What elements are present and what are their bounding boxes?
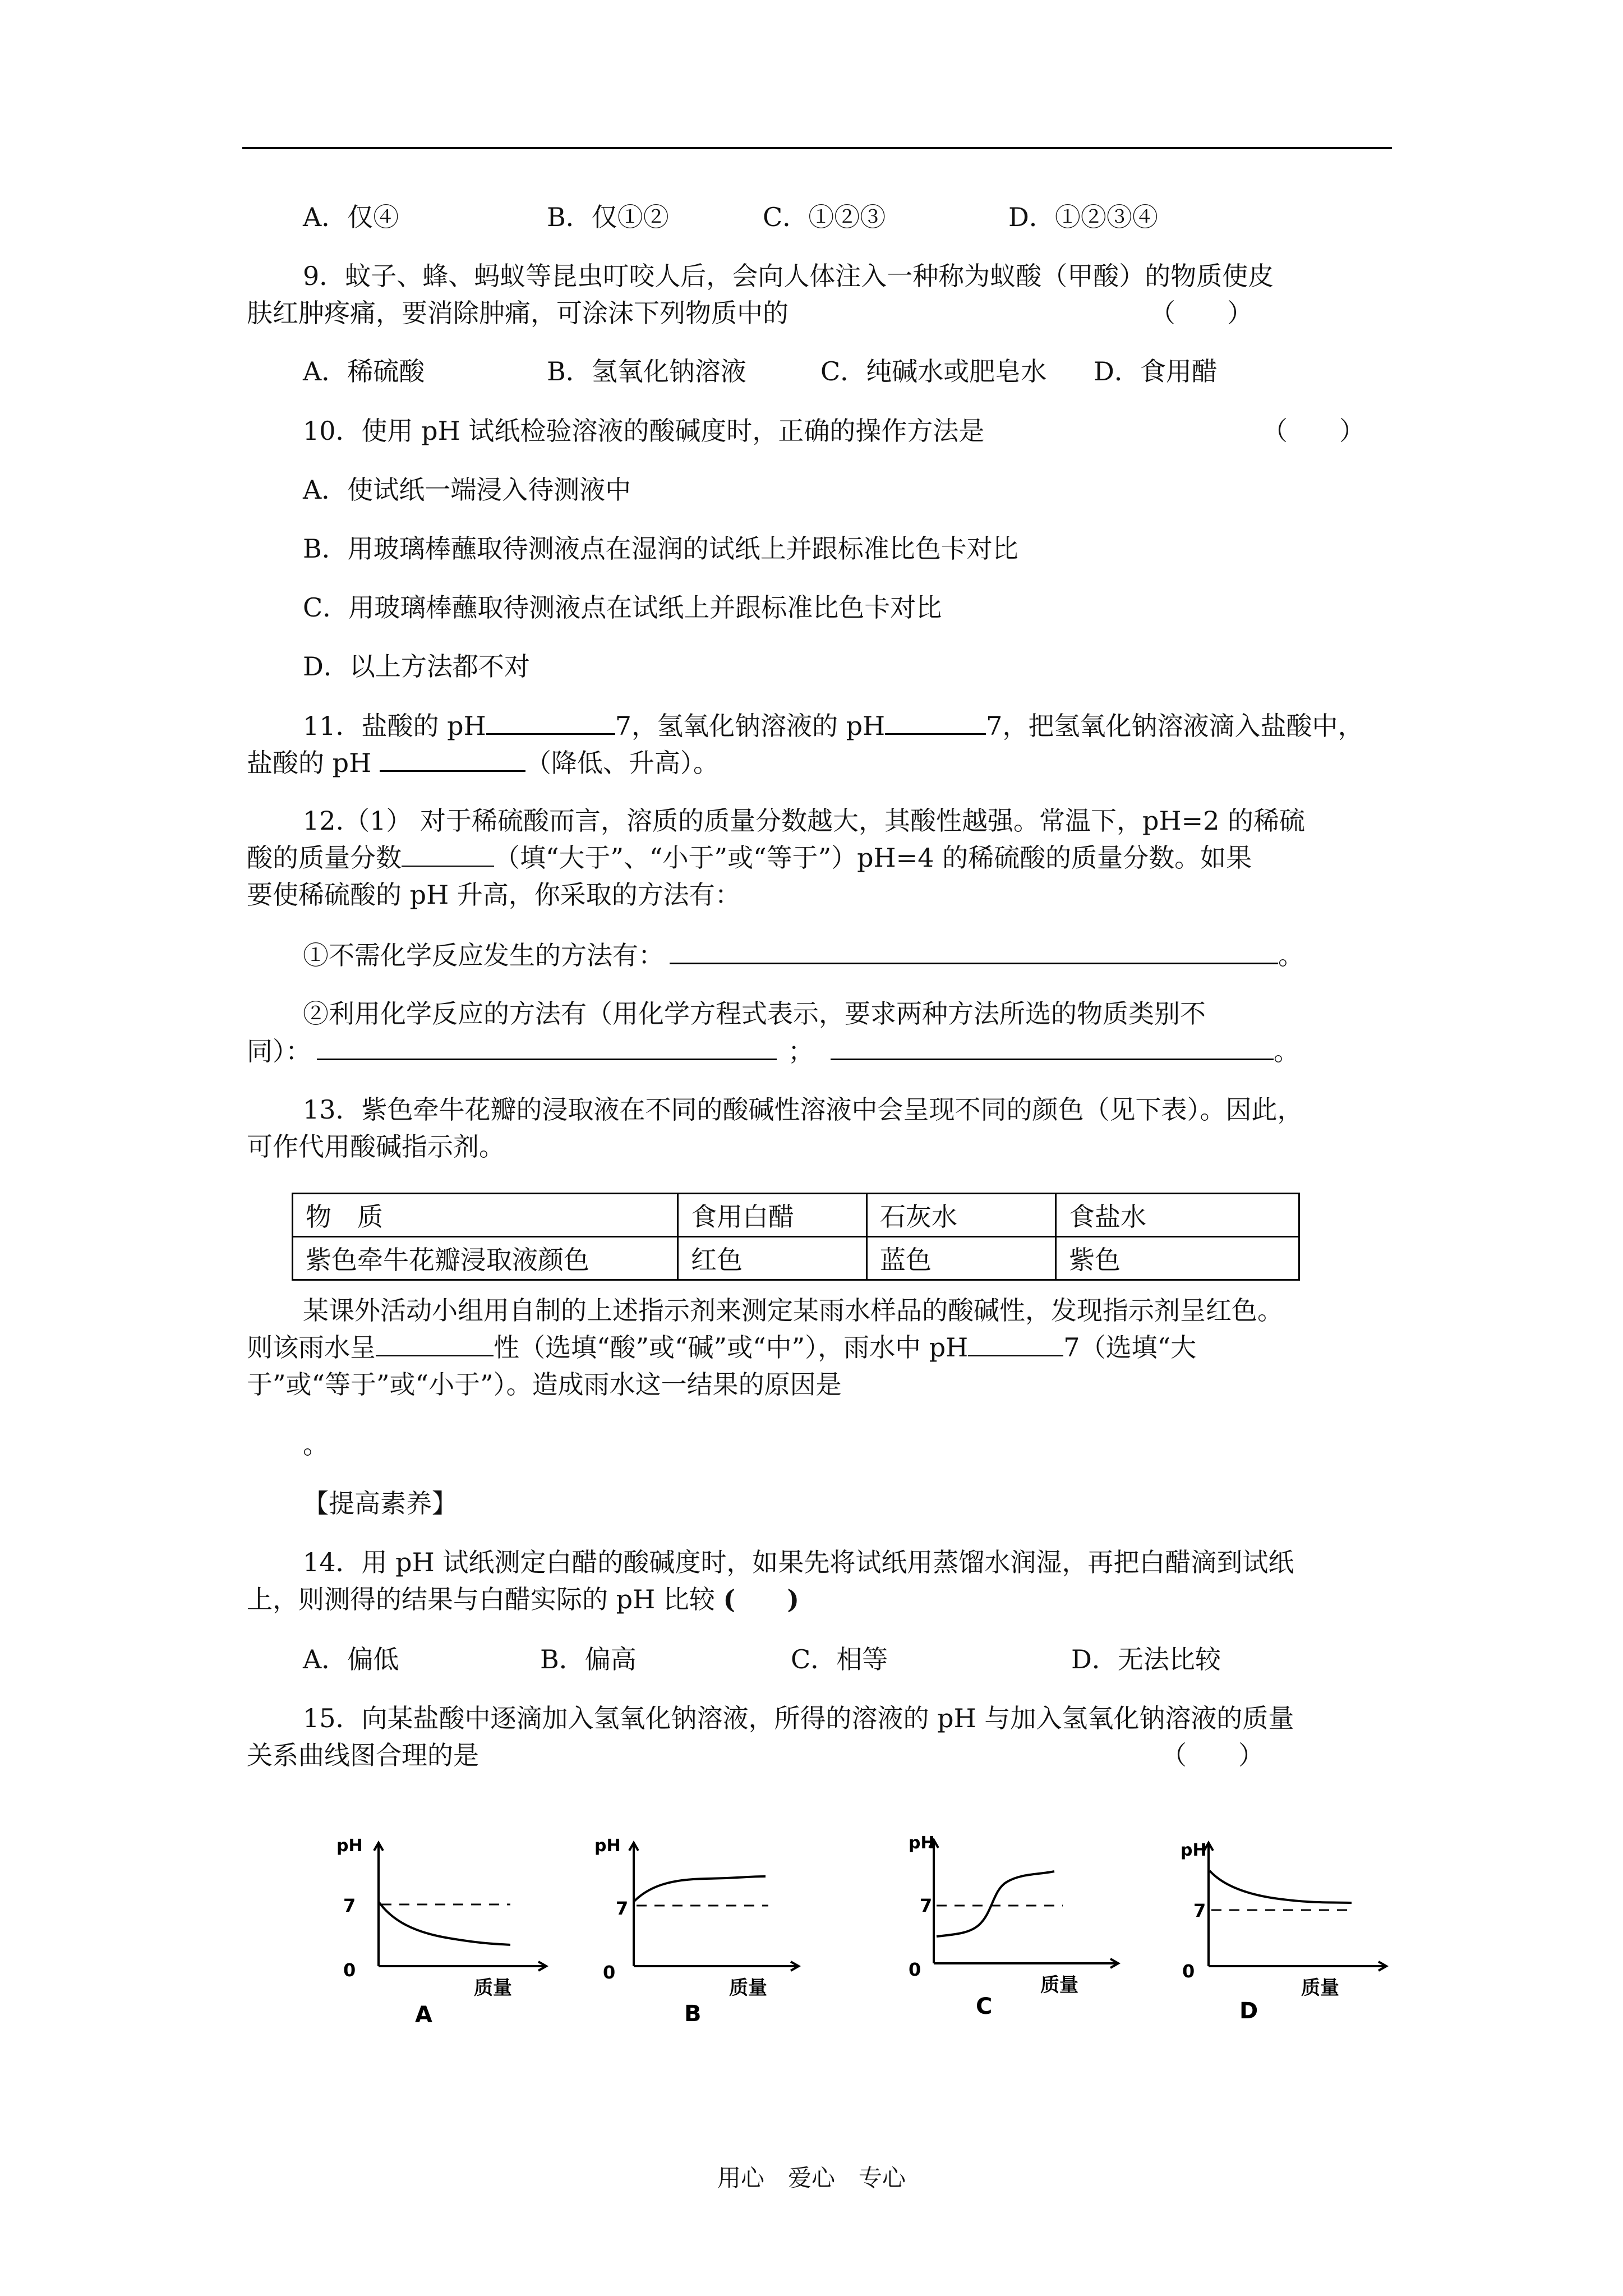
graph-b[interactable] <box>578 1832 813 2028</box>
q11-text-d: 盐酸的 pH <box>247 748 372 778</box>
q10-stem: 10．使用 pH 试纸检验溶液的酸碱度时，正确的操作方法是 <box>303 416 985 446</box>
q10-option-d: D．以上方法都不对 <box>303 651 530 682</box>
q12-text-2b: （填“大于”、“小于”或“等于”）pH=4 的稀硫酸的质量分数。如果 <box>494 843 1252 873</box>
q11-blank-3[interactable] <box>380 746 525 772</box>
q9-answer-paren: （ ） <box>1150 298 1253 328</box>
q12-line2 <box>247 841 1252 875</box>
indicator-color-table <box>292 1193 1300 1281</box>
q11-blank-1[interactable] <box>486 708 615 735</box>
table-cell: 物 质 <box>293 1194 678 1237</box>
graph-b-curve <box>634 1876 766 1902</box>
q11-line1 <box>303 708 1363 743</box>
graph-d-seven: 7 <box>1193 1900 1206 1921</box>
section-heading: 【提高素养】 <box>303 1488 458 1519</box>
q14-option-d: D．无法比较 <box>1071 1644 1221 1674</box>
q12-line5: ②利用化学反应的方法有（用化学方程式表示，要求两种方法所选的物质类别不 <box>303 999 1206 1029</box>
table-cell: 食盐水 <box>1056 1194 1299 1237</box>
table-cell: 石灰水 <box>867 1194 1056 1237</box>
q8-option-d: D．①②③④ <box>1008 202 1158 232</box>
q8-option-b: B．仅①② <box>547 202 669 232</box>
q10-answer-paren: （ ） <box>1262 416 1365 446</box>
q9-stem-line1: 9．蚊子、蜂、蚂蚁等昆虫叮咬人后，会向人体注入一种称为蚁酸（甲酸）的物质使皮 <box>303 261 1274 291</box>
q14-option-a: A．偏低 <box>303 1644 399 1674</box>
graph-a-seven: 7 <box>343 1895 356 1916</box>
q14-line2 <box>247 1582 799 1616</box>
q15-line1: 15．向某盐酸中逐滴加入氢氧化钠溶液，所得的溶液的 pH 与加入氢氧化钠溶液的质量 <box>303 1703 1294 1733</box>
q9-option-c: C．纯碱水或肥皂水 <box>820 356 1047 386</box>
table-row <box>293 1194 1299 1237</box>
graph-a-x-label: 质量 <box>474 1977 512 1999</box>
graph-a-y-label: pH <box>336 1836 363 1856</box>
q12-text-4: ①不需化学反应发生的方法有： <box>303 940 664 970</box>
q15-answer-paren: （ ） <box>1161 1740 1264 1770</box>
table-cell: 蓝色 <box>867 1237 1056 1280</box>
graph-c-origin: 0 <box>909 1959 921 1980</box>
q12-text-6: 同）： <box>247 1036 311 1066</box>
graph-d[interactable] <box>1166 1832 1402 2028</box>
table-row <box>293 1237 1299 1280</box>
q12-line6 <box>247 1034 1299 1068</box>
graph-d-x-label: 质量 <box>1301 1977 1339 1999</box>
q13-text-2b: 性（选填“酸”或“碱”或“中”），雨水中 pH <box>494 1332 969 1363</box>
q9-option-b: B．氢氧化钠溶液 <box>547 356 746 386</box>
graph-a-origin: 0 <box>343 1959 356 1981</box>
q14-option-b: B．偏高 <box>540 1644 637 1674</box>
q9-option-d: D．食用醋 <box>1094 356 1218 386</box>
graph-b-seven: 7 <box>616 1898 629 1919</box>
q15-line2: 关系曲线图合理的是 <box>247 1740 479 1770</box>
table-cell: 红色 <box>678 1237 867 1280</box>
table-cell: 紫色 <box>1056 1237 1299 1280</box>
header-rule <box>242 147 1392 149</box>
q11-blank-2[interactable] <box>885 708 986 735</box>
q11-line2 <box>247 746 719 780</box>
q8-option-a: A．仅④ <box>303 202 399 232</box>
graph-c-y-label: pH <box>909 1833 935 1853</box>
q14-answer-paren: ( ) <box>723 1584 799 1614</box>
graph-a[interactable] <box>325 1832 566 2028</box>
table-cell: 食用白醋 <box>678 1194 867 1237</box>
q10-option-a: A．使试纸一端浸入待测液中 <box>303 475 631 505</box>
graph-d-origin: 0 <box>1182 1961 1195 1982</box>
q13-blank-1[interactable] <box>376 1331 494 1356</box>
q12-line3: 要使稀硫酸的 pH 升高，你采取的方法有： <box>247 880 741 910</box>
graph-d-letter: D <box>1239 1998 1258 2024</box>
q13-line2: 可作代用酸碱指示剂。 <box>247 1131 505 1162</box>
q13-text-2c: 7（选填“大 <box>1063 1332 1197 1363</box>
q10-option-c: C．用玻璃棒蘸取待测液点在试纸上并跟标准比色卡对比 <box>303 592 942 623</box>
q9-stem-line2: 肤红肿疼痛，要消除肿痛，可涂沫下列物质中的 <box>247 298 789 328</box>
q12-line4 <box>303 938 1304 972</box>
q13-text-2a: 则该雨水呈 <box>247 1332 376 1363</box>
table-cell: 紫色牵牛花瓣浸取液颜色 <box>293 1237 678 1280</box>
q12-blank-1[interactable] <box>402 841 494 867</box>
q12-blank-3[interactable] <box>317 1034 777 1060</box>
graph-d-y-label: pH <box>1181 1841 1207 1860</box>
q12-end-2: 。 <box>1274 1036 1299 1066</box>
page-footer: 用心 爱心 专心 <box>717 2164 906 2192</box>
q14-text-2: 上，则测得的结果与白醋实际的 pH 比较 <box>247 1584 715 1614</box>
graph-c-curve <box>937 1871 1054 1936</box>
q13-line1: 13．紫色牵牛花瓣的浸取液在不同的酸碱性溶液中会呈现不同的颜色（见下表）。因此， <box>303 1094 1303 1125</box>
q13-para-line3: 于”或“等于”或“小于”）。造成雨水这一结果的原因是 <box>247 1369 842 1400</box>
q12-separator: ； <box>788 1036 814 1066</box>
q13-blank-2[interactable] <box>968 1331 1063 1356</box>
q12-line1: 12.（1） 对于稀硫酸而言，溶质的质量分数越大，其酸性越强。常温下，pH=2 的稀硫 <box>303 806 1306 836</box>
graph-b-x-label: 质量 <box>729 1977 767 1999</box>
graph-c-x-label: 质量 <box>1040 1974 1078 1996</box>
q12-text-2a: 酸的质量分数 <box>247 843 402 873</box>
q9-option-a: A．稀硫酸 <box>303 356 425 386</box>
q11-text-a: 11．盐酸的 pH <box>303 711 486 741</box>
graph-b-y-label: pH <box>594 1836 621 1856</box>
q11-text-e: （降低、升高）。 <box>525 748 719 778</box>
q12-blank-4[interactable] <box>831 1034 1274 1060</box>
graph-c-seven: 7 <box>920 1895 933 1916</box>
q13-para-line1: 某课外活动小组用自制的上述指示剂来测定某雨水样品的酸碱性，发现指示剂呈红色。 <box>303 1295 1283 1326</box>
q14-line1: 14．用 pH 试纸测定白醋的酸碱度时，如果先将试纸用蒸馏水润湿，再把白醋滴到试纸 <box>303 1547 1294 1577</box>
graph-a-letter: A <box>415 2002 432 2028</box>
q10-option-b: B．用玻璃棒蘸取待测液点在湿润的试纸上并跟标准比色卡对比 <box>303 533 1018 564</box>
q8-option-c: C．①②③ <box>763 202 886 232</box>
graph-b-letter: B <box>684 2001 702 2027</box>
q12-end-1: 。 <box>1278 940 1304 970</box>
graph-c-letter: C <box>976 1994 993 2019</box>
graph-d-curve <box>1210 1871 1352 1903</box>
graph-a-curve <box>379 1902 510 1945</box>
q12-blank-2[interactable] <box>670 938 1278 964</box>
q13-para-end: 。 <box>303 1429 329 1460</box>
q13-para-line2 <box>247 1331 1196 1364</box>
q11-text-c: 7，把氢氧化钠溶液滴入盐酸中， <box>986 711 1364 741</box>
q11-text-b: 7，氢氧化钠溶液的 pH <box>615 711 886 741</box>
graph-b-origin: 0 <box>603 1962 616 1983</box>
graph-c[interactable] <box>892 1829 1133 2025</box>
q14-option-c: C．相等 <box>791 1644 888 1674</box>
